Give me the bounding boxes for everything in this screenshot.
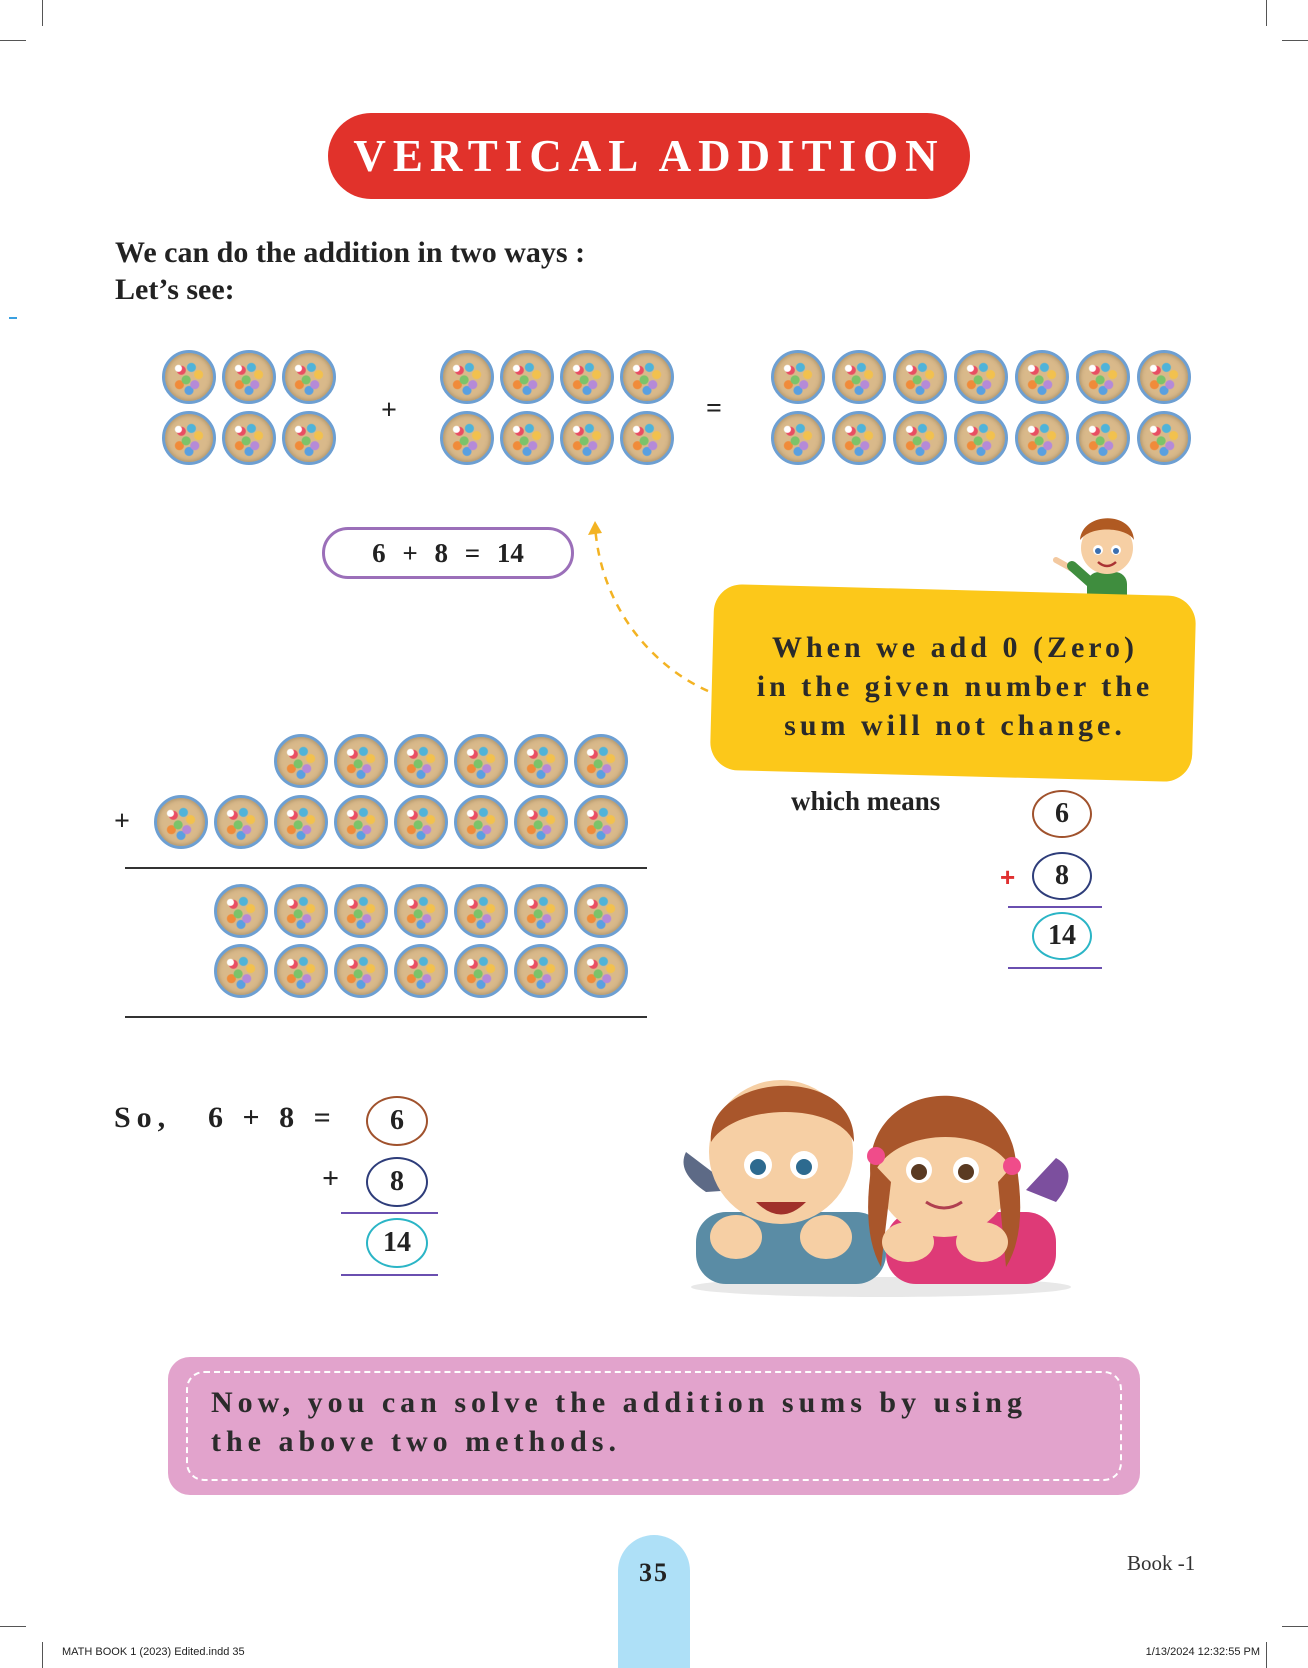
candy-jar — [1076, 411, 1130, 465]
red-plus-sign: + — [1000, 862, 1016, 892]
candy-jar — [394, 795, 448, 849]
candy-jar — [454, 734, 508, 788]
candy-jar — [560, 350, 614, 404]
which-means-label: which means — [791, 786, 941, 816]
candy-jar — [893, 411, 947, 465]
footer-file-info: MATH BOOK 1 (2023) Edited.indd 35 — [62, 1646, 245, 1658]
candy-jar — [500, 411, 554, 465]
candy-jar — [274, 795, 328, 849]
candy-jar — [440, 350, 494, 404]
candy-jar — [1137, 411, 1191, 465]
picture-plus-sign: + — [381, 395, 397, 426]
candy-jar — [500, 350, 554, 404]
candy-jar — [1015, 350, 1069, 404]
crop-mark — [1266, 0, 1267, 26]
sum-rule — [1008, 906, 1102, 908]
candy-jar — [334, 795, 388, 849]
so-label: So, — [114, 1101, 172, 1134]
candy-jar — [514, 884, 568, 938]
crop-mark — [1282, 40, 1308, 41]
candy-jar — [771, 411, 825, 465]
tip-text — [715, 628, 1195, 745]
candy-jar — [1015, 411, 1069, 465]
candy-jar — [274, 734, 328, 788]
sum-rule — [341, 1212, 438, 1214]
sum-rule — [341, 1274, 438, 1276]
crop-mark — [42, 0, 43, 26]
candy-jar — [222, 411, 276, 465]
candy-jar — [440, 411, 494, 465]
candy-jar — [560, 411, 614, 465]
note-line-2: the above two methods. — [211, 1425, 621, 1458]
candy-jar — [514, 944, 568, 998]
intro-line-1: We can do the addition in two ways : — [115, 236, 586, 269]
candy-jar — [394, 884, 448, 938]
candy-jar — [771, 350, 825, 404]
page-title: VERTICAL ADDITION — [328, 113, 970, 199]
candy-jar — [514, 734, 568, 788]
page-number: 35 — [639, 1558, 669, 1587]
candy-jar — [274, 884, 328, 938]
crop-mark — [1282, 1626, 1308, 1627]
crop-mark — [0, 1626, 26, 1627]
candy-jar — [214, 795, 268, 849]
candy-jar — [334, 944, 388, 998]
candy-jar — [214, 884, 268, 938]
candy-jar — [222, 350, 276, 404]
crop-mark — [0, 40, 26, 41]
book-label: Book -1 — [1127, 1551, 1196, 1575]
page-number-tab — [618, 1535, 690, 1668]
candy-jar — [162, 350, 216, 404]
vertical-plus-sign: + — [114, 806, 130, 837]
so-expression: 6 + 8 = — [208, 1101, 331, 1134]
candy-jar — [620, 350, 674, 404]
candy-jar — [514, 795, 568, 849]
tip-line-3: sum will not change. — [784, 709, 1126, 742]
footer-timestamp: 1/13/2024 12:32:55 PM — [1145, 1646, 1260, 1658]
equation-box: 6 + 8 = 14 — [322, 527, 574, 579]
intro-line-2: Let’s see: — [115, 273, 235, 306]
candy-jar — [1137, 350, 1191, 404]
divider-line — [125, 1016, 647, 1018]
tip-line-1: When we add 0 (Zero) — [771, 631, 1139, 664]
note-text — [211, 1383, 1111, 1461]
candy-jar — [454, 795, 508, 849]
candy-jar — [574, 944, 628, 998]
addend-oval: 6 — [366, 1096, 428, 1146]
candy-jar — [893, 350, 947, 404]
candy-jar — [394, 944, 448, 998]
note-line-1: Now, you can solve the addition sums by using — [211, 1386, 1027, 1419]
candy-jar — [282, 350, 336, 404]
candy-jar — [1076, 350, 1130, 404]
candy-jar — [574, 795, 628, 849]
candy-jar — [162, 411, 216, 465]
sum-oval: 14 — [1032, 912, 1092, 960]
candy-jar — [334, 884, 388, 938]
candy-jar — [574, 734, 628, 788]
tip-line-2: in the given number the — [756, 670, 1154, 703]
picture-equals-sign: = — [706, 393, 722, 424]
addend-oval: 8 — [1032, 852, 1092, 900]
candy-jar — [620, 411, 674, 465]
crop-mark — [42, 1642, 43, 1668]
candy-jar — [274, 944, 328, 998]
candy-jar — [214, 944, 268, 998]
candy-jar — [282, 411, 336, 465]
sum-rule — [1008, 967, 1102, 969]
so-plus-sign: + — [322, 1162, 340, 1195]
candy-jar — [454, 944, 508, 998]
candy-jar — [832, 411, 886, 465]
candy-jar — [334, 734, 388, 788]
margin-mark — [9, 317, 17, 319]
kids-illustration — [676, 1062, 1086, 1302]
candy-jar — [954, 411, 1008, 465]
candy-jar — [394, 734, 448, 788]
dashed-arrow-icon — [580, 515, 720, 695]
candy-jar — [954, 350, 1008, 404]
candy-jar — [832, 350, 886, 404]
candy-jar — [154, 795, 208, 849]
addend-oval: 8 — [366, 1157, 428, 1207]
sum-oval: 14 — [366, 1218, 428, 1268]
divider-line — [125, 867, 647, 869]
crop-mark — [1266, 1642, 1267, 1668]
candy-jar — [574, 884, 628, 938]
candy-jar — [454, 884, 508, 938]
addend-oval: 6 — [1032, 790, 1092, 838]
